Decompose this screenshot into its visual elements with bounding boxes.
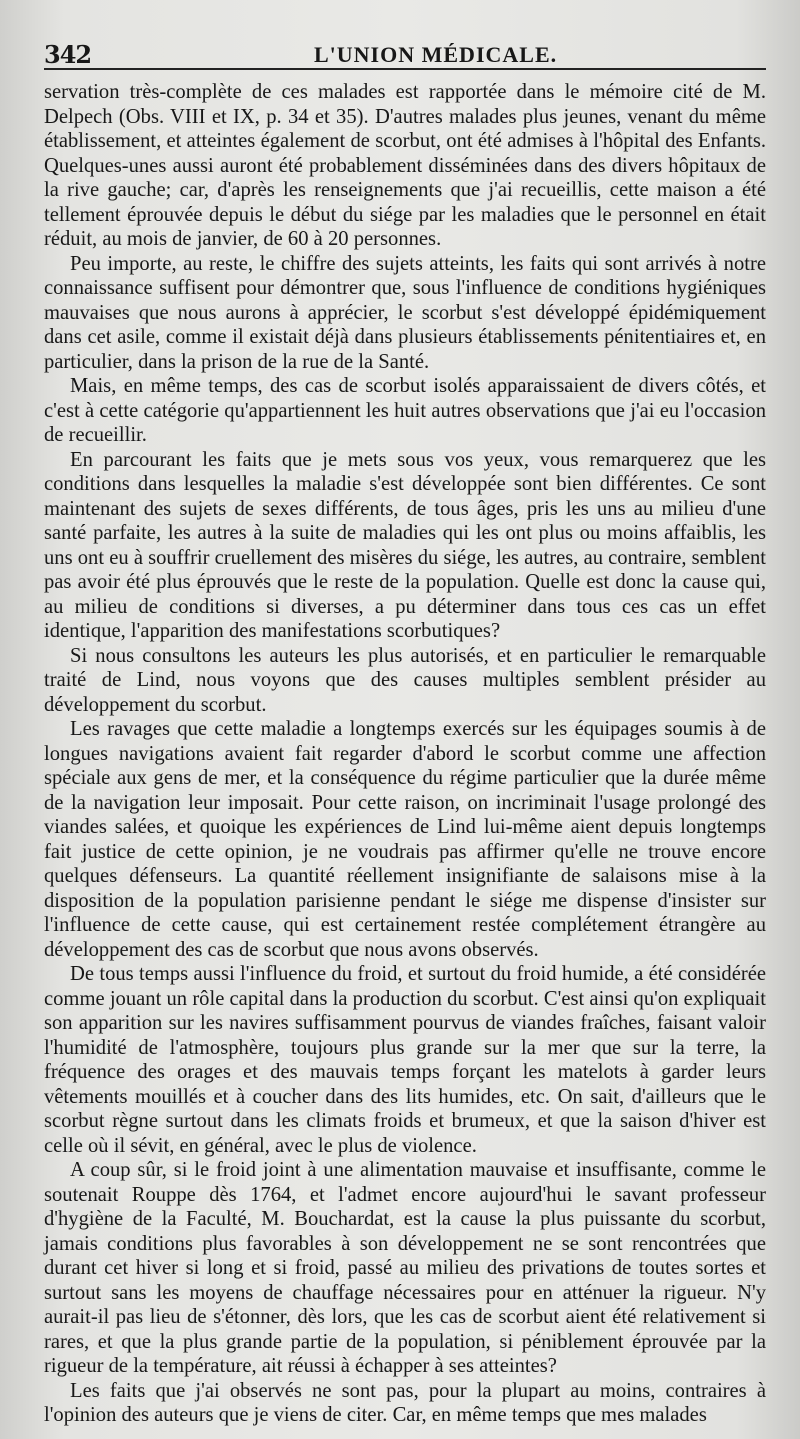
paragraph-continued: servation très-complète de ces malades est rapportée dans le mémoire cité de M. Delpech (Obs. VIII et IX, p. 34 et 35). D'autres malades plus jeunes, venant du même établissement, et atteintes également de scorbut, ont été admises à l'hôpital des Enfants. Quelques-unes aussi auront été probablement disséminées dans des divers hôpitaux de la rive gauche; car, d'après les renseignements que j'ai recueillis, cette maison a été tellement éprouvée depuis le début du siége par les maladies que le personnel en était réduit, au mois de janvier, de 60 à 20 personnes. xyxy=(44,81,766,250)
paragraph: Les faits que j'ai observés ne sont pas, pour la plupart au moins, contraires à l'opinion des auteurs que je viens de citer. Car, en même temps que mes malades xyxy=(44,1379,766,1426)
journal-title: L'UNION MÉDICALE. xyxy=(314,42,558,67)
paragraph: Les ravages que cette maladie a longtemps exercés sur les équipages soumis à de longues navigations avaient fait regarder d'abord le scorbut comme une affection spéciale aux gens de mer, et la conséquence du régime particulier que la durée même de la navigation leur imposait. Pour cette raison, on incriminait l'usage prolongé des viandes salées, et quoique les expériences de Lind lui-même aient depuis longtemps fait justice de cette opinion, je ne voudrais pas affirmer qu'elle ne trouve encore quelques défenseurs. La quantité réellement insignifiante de salaisons mise à la disposition de la population parisienne pendant le siége me dispense d'insister sur l'influence de cette cause, qui est certainement restée complétement étrangère au développement des cas de scorbut que nous avons observés. xyxy=(44,718,766,961)
running-head xyxy=(44,28,766,70)
article-body xyxy=(44,80,766,1428)
paragraph: Si nous consultons les auteurs les plus autorisés, et en particulier le remarquable traité de Lind, nous voyons que des causes multiples semblent présider au développement du scorbut. xyxy=(44,644,766,716)
paragraph: De tous temps aussi l'influence du froid, et surtout du froid humide, a été considérée comme jouant un rôle capital dans la production du scorbut. C'est ainsi qu'on expliquait son apparition sur les navires suffisamment pourvus de viandes fraîches, faisant valoir l'humidité de l'atmosphère, toujours plus grande sur la mer que sur la terre, la fréquence des orages et des mauvais temps forçant les matelots à garder leurs vêtements mouillés et à coucher dans des lits humides, etc. On sait, d'ailleurs que le scorbut règne surtout dans les climats froids et brumeux, et que la saison d'hiver est celle où il sévit, en général, avec le plus de violence. xyxy=(44,963,766,1157)
paragraph: Mais, en même temps, des cas de scorbut isolés apparaissaient de divers côtés, et c'est à cette catégorie qu'appartiennent les huit autres observations que j'ai eu l'occasion de recueillir. xyxy=(44,375,766,446)
page-number: 342 xyxy=(44,40,92,69)
paragraph: Peu importe, au reste, le chiffre des sujets atteints, les faits qui sont arrivés à notre connaissance suffisent pour démontrer que, sous l'influence de conditions hygiéniques mauvaises que nous aurons à apprécier, le scorbut s'est développé épidémiquement dans cet asile, comme il existait déjà dans plusieurs établissements pénitentiaires et, en particulier, dans la prison de la rue de la Santé. xyxy=(44,252,766,373)
paragraph: En parcourant les faits que je mets sous vos yeux, vous remarquerez que les conditions dans lesquelles la maladie s'est développée sont bien différentes. Ce sont maintenant des sujets de sexes différents, de tous âges, pris les uns au milieu d'une santé parfaite, les autres à la suite de maladies qui les ont plus ou moins affaiblis, les uns ont eu à souffrir cruellement des misères du siége, les autres, au contraire, semblent pas avoir été plus éprouvés que le reste de la population. Quelle est donc la cause qui, au milieu de conditions si diverses, a pu déterminer dans tous ces cas un effet identique, l'apparition des manifestations scorbutiques? xyxy=(44,448,766,642)
paragraph: A coup sûr, si le froid joint à une alimentation mauvaise et insuffisante, comme le soutenait Rouppe dès 1764, et l'admet encore aujourd'hui le savant professeur d'hygiène de la Faculté, M. Bouchardat, est la cause la plus puissante du scorbut, jamais conditions plus favorables à son développement ne se sont rencontrées que durant cet hiver si long et si froid, passé au milieu des privations de toutes sortes et surtout sans les moyens de chauffage nécessaires pour en atténuer la rigueur. N'y aurait-il pas lieu de s'étonner, dès lors, que les cas de scorbut aient été relativement si rares, et que la plus grande partie de la population, si péniblement éprouvée par la rigueur de la température, ait réussi à échapper à ses atteintes? xyxy=(44,1159,766,1377)
